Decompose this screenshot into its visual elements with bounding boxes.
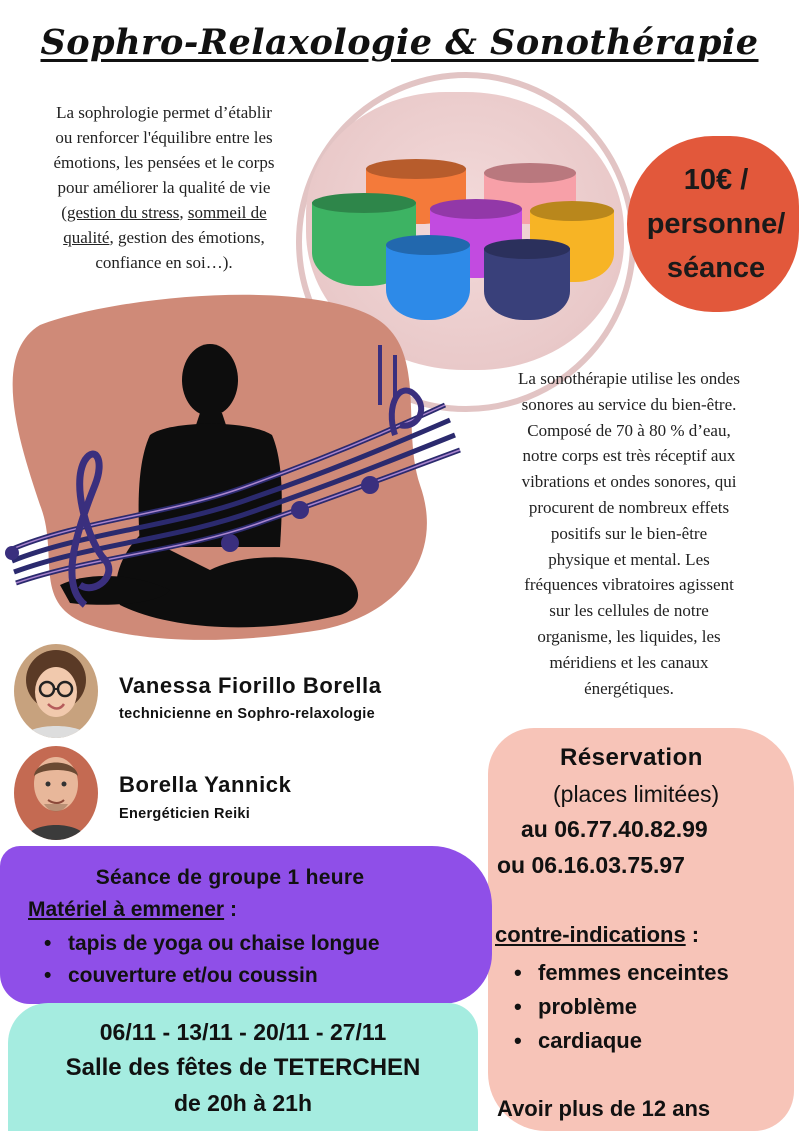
material-list xyxy=(40,928,380,992)
intro-underlined-stress: gestion du stress xyxy=(66,203,180,222)
sono-line: énergétiques. xyxy=(584,678,674,698)
price-line: personne/ xyxy=(646,208,786,240)
reservation-phone-2: ou 06.16.03.75.97 xyxy=(497,852,685,878)
sono-line: positifs sur le bien-être xyxy=(550,523,708,543)
intro-text: , gestion des émotions, xyxy=(109,228,265,247)
age-requirement: Avoir plus de 12 ans xyxy=(497,1096,711,1121)
bowl-navy-icon xyxy=(484,248,570,320)
list-item: • tapis de yoga ou chaise longue xyxy=(40,928,380,960)
sono-line: notre corps est très réceptif aux xyxy=(522,446,736,466)
meditation-illustration xyxy=(0,285,470,645)
intro-line xyxy=(14,200,314,225)
contra-indications-list xyxy=(510,956,729,1058)
sono-line: procurent de nombreux effets xyxy=(528,497,730,517)
person-role-vanessa: technicienne en Sophro-relaxologie xyxy=(119,706,375,722)
sono-line: sonores au service du bien-être. xyxy=(521,394,737,414)
avatar-yannick xyxy=(14,746,98,840)
avatar-vanessa xyxy=(14,644,98,738)
list-item: • femmes enceintes xyxy=(510,956,729,990)
meditation-music-icon xyxy=(0,285,470,645)
sono-line: physique et mental. Les xyxy=(548,549,710,569)
intro-sep: , xyxy=(179,203,188,222)
sono-line: méridiens et les canaux xyxy=(549,652,709,672)
intro-underlined-sleep: sommeil de xyxy=(187,203,267,222)
sonotherapie-description xyxy=(470,366,788,701)
contra-label: contre-indications xyxy=(495,922,686,947)
material-label: Matériel à emmener xyxy=(28,898,225,921)
intro-line: confiance en soi…). xyxy=(95,253,233,272)
price-line: 10€ / xyxy=(683,164,749,196)
session-venue: Salle des fêtes de TETERCHEN xyxy=(65,1054,421,1081)
price-line: séance xyxy=(666,252,766,284)
sono-line: sur les cellules de notre xyxy=(549,601,709,621)
reservation-phone-1: au 06.77.40.82.99 xyxy=(521,816,708,842)
contra-indications-title xyxy=(495,922,699,948)
material-colon: : xyxy=(224,898,237,921)
session-dates: 06/11 - 13/11 - 20/11 - 27/11 xyxy=(99,1019,387,1045)
sono-line: organisme, les liquides, les xyxy=(537,626,721,646)
reservation-subtitle: (places limitées) xyxy=(553,781,720,807)
woman-portrait-icon xyxy=(14,644,98,738)
sono-line: Composé de 70 à 80 % d’eau, xyxy=(527,420,731,440)
list-item: • couverture et/ou coussin xyxy=(40,960,380,992)
intro-line: émotions, les pensées et le corps xyxy=(53,153,275,172)
contra-colon: : xyxy=(685,922,700,947)
sono-line: vibrations et ondes sonores, qui xyxy=(521,472,737,492)
intro-paren: ( xyxy=(61,203,67,222)
sono-line: La sonothérapie utilise les ondes xyxy=(518,369,740,388)
material-heading xyxy=(28,898,237,922)
session-time: de 20h à 21h xyxy=(173,1090,313,1116)
intro-line: pour améliorer la qualité de vie xyxy=(57,178,271,197)
poster-title: Sophro-Relaxologie & Sonothérapie xyxy=(40,22,759,63)
price-badge xyxy=(627,136,799,312)
intro-line: La sophrologie permet d’établir xyxy=(56,103,272,122)
intro-line xyxy=(14,225,314,250)
list-item-continuation: • cardiaque xyxy=(510,1024,729,1058)
sono-line: fréquences vibratoires agissent xyxy=(524,575,734,595)
list-item: • problème xyxy=(510,990,729,1024)
intro-line: ou renforcer l'équilibre entre les xyxy=(55,128,273,147)
person-role-yannick: Energéticien Reiki xyxy=(119,806,251,822)
group-session-title: Séance de groupe 1 heure xyxy=(95,866,365,889)
intro-underlined-quality: qualité xyxy=(63,228,110,247)
person-name-vanessa: Vanessa Fiorillo Borella xyxy=(119,673,382,698)
person-name-yannick: Borella Yannick xyxy=(119,772,292,797)
man-portrait-icon xyxy=(14,746,98,840)
reservation-title: Réservation xyxy=(560,744,703,771)
sophrologie-intro xyxy=(14,100,314,275)
